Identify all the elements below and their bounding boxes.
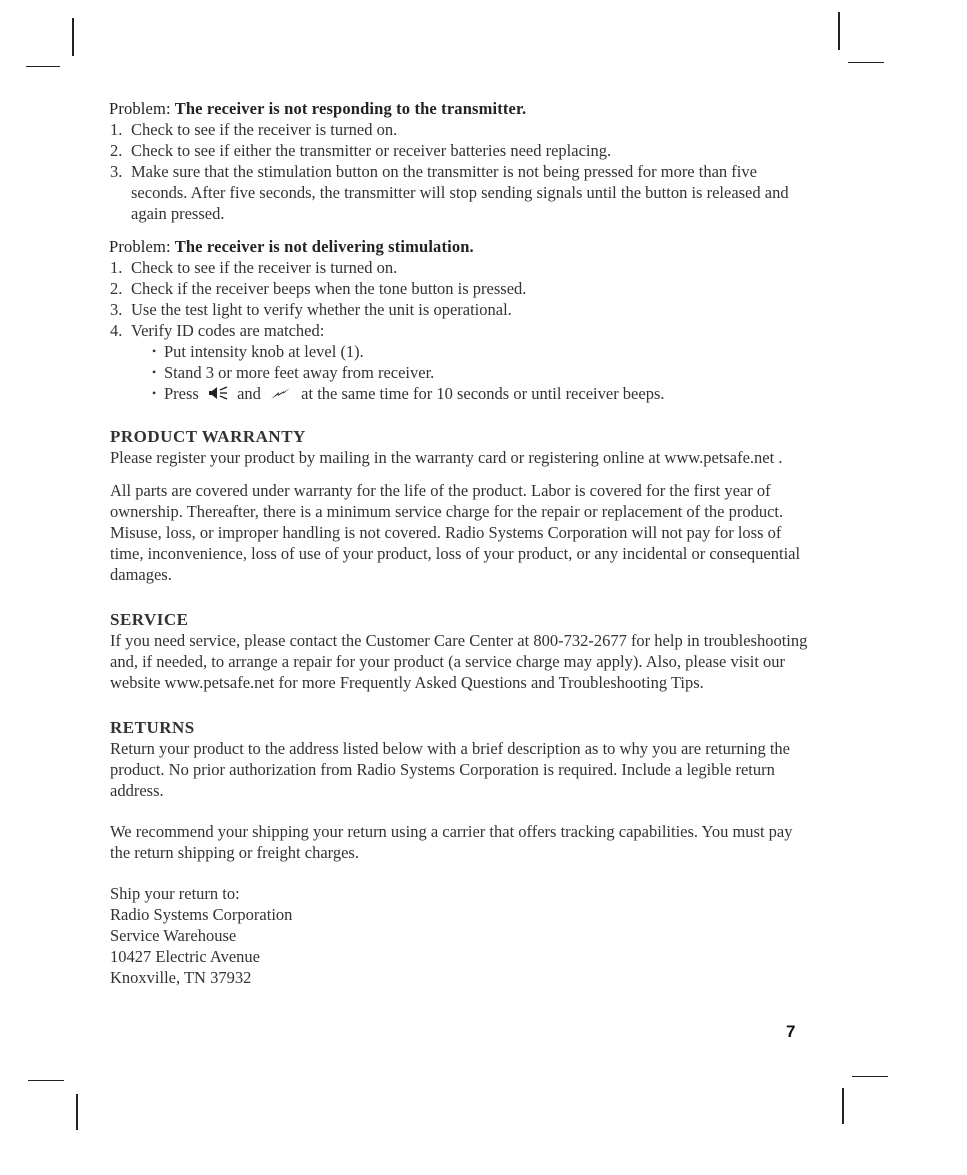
- bullet-item: • Stand 3 or more feet away from receiver.: [152, 362, 810, 383]
- stimulation-button-icon: [269, 385, 293, 406]
- step-text: Check if the receiver beeps when the tone button is pressed.: [131, 279, 527, 298]
- list-item: [110, 119, 810, 140]
- service-paragraph: If you need service, please contact the Customer Care Center at 800-732-2677 for help in troubleshooting and, if needed, to arrange a repair for your product (a service charge may apply). Also, please visit our website www.petsafe.net for more Frequently Asked Questions and Troubleshooting Tips.: [110, 630, 808, 692]
- step-number: 1.: [110, 120, 123, 139]
- warranty-heading: PRODUCT WARRANTY: [110, 426, 306, 446]
- step-number: 2.: [110, 141, 123, 160]
- warranty-paragraph: Please register your product by mailing in the warranty card or registering online at www.petsafe.net .: [110, 447, 783, 467]
- list-item: [110, 161, 810, 224]
- sub-bullets: [131, 341, 810, 406]
- problem-title: The receiver is not delivering stimulation.: [174, 237, 474, 256]
- crop-mark: [838, 12, 840, 50]
- page-content: [110, 98, 810, 988]
- address-line: Service Warehouse: [110, 925, 237, 945]
- step-text: Check to see if the receiver is turned on.: [131, 120, 398, 139]
- step-number: 2.: [110, 279, 123, 298]
- address-line: Radio Systems Corporation: [110, 904, 293, 924]
- crop-mark: [852, 1076, 888, 1077]
- step-number: 4.: [110, 321, 123, 340]
- returns-paragraph: We recommend your shipping your return using a carrier that offers tracking capabilities. You must pay the return shipping or freight charges.: [110, 821, 793, 862]
- problem1-steps: [110, 119, 810, 224]
- press-word: Press: [164, 384, 199, 403]
- problem-heading: [109, 236, 810, 257]
- step-text: Make sure that the stimulation button on the transmitter is not being pressed for more than five seconds. After five seconds, the transmitter will stop sending signals until the button is released and again pressed.: [131, 162, 789, 223]
- list-item: [110, 140, 810, 161]
- crop-mark: [28, 1080, 64, 1081]
- warranty-paragraph: All parts are covered under warranty for the life of the product. Labor is covered for the first year of ownership. Thereafter, there is a minimum service charge for the repair or replacement of the product. Misuse, loss, or improper handling is not covered. Radio Systems Corporation will not pay for loss of time, inconvenience, loss of use of your product, loss of your product, or any incidental or consequential damages.: [110, 480, 801, 584]
- step-text: Use the test light to verify whether the unit is operational.: [131, 300, 512, 319]
- step-text: Check to see if the receiver is turned on.: [131, 258, 398, 277]
- returns-paragraph: Return your product to the address listed below with a brief description as to why you are returning the product. No prior authorization from Radio Systems Corporation is required. Include a legible return address.: [110, 738, 790, 800]
- returns-heading: RETURNS: [110, 717, 195, 737]
- list-item: [110, 257, 810, 278]
- problem-heading: [109, 98, 810, 119]
- bullet-item: • Put intensity knob at level (1).: [152, 341, 810, 362]
- address-line: Knoxville, TN 37932: [110, 967, 252, 987]
- press-and: and: [237, 384, 261, 403]
- problem-title: The receiver is not responding to the transmitter.: [174, 99, 527, 118]
- address-line: 10427 Electric Avenue: [110, 946, 260, 966]
- step-number: 3.: [110, 162, 123, 181]
- service-heading: SERVICE: [110, 609, 189, 629]
- problem-lead: Problem:: [109, 237, 171, 256]
- bullet-item: [152, 383, 810, 406]
- ship-to-label: Ship your return to:: [110, 883, 240, 903]
- crop-mark: [72, 18, 74, 56]
- step-number: 3.: [110, 300, 123, 319]
- crop-mark: [848, 62, 884, 63]
- crop-mark: [76, 1094, 78, 1130]
- list-item: [110, 299, 810, 320]
- step-number: 1.: [110, 258, 123, 277]
- page-number: 7: [786, 1022, 796, 1041]
- crop-mark: [842, 1088, 844, 1124]
- list-item: [110, 278, 810, 299]
- problem2-steps: [110, 257, 810, 406]
- problem-lead: Problem:: [109, 99, 171, 118]
- crop-mark: [26, 66, 60, 67]
- step-text: Check to see if either the transmitter or receiver batteries need replacing.: [131, 141, 612, 160]
- step-text: Verify ID codes are matched:: [131, 321, 325, 340]
- press-tail: at the same time for 10 seconds or until receiver beeps.: [301, 384, 665, 403]
- tone-button-icon: [207, 385, 229, 406]
- list-item: [110, 320, 810, 406]
